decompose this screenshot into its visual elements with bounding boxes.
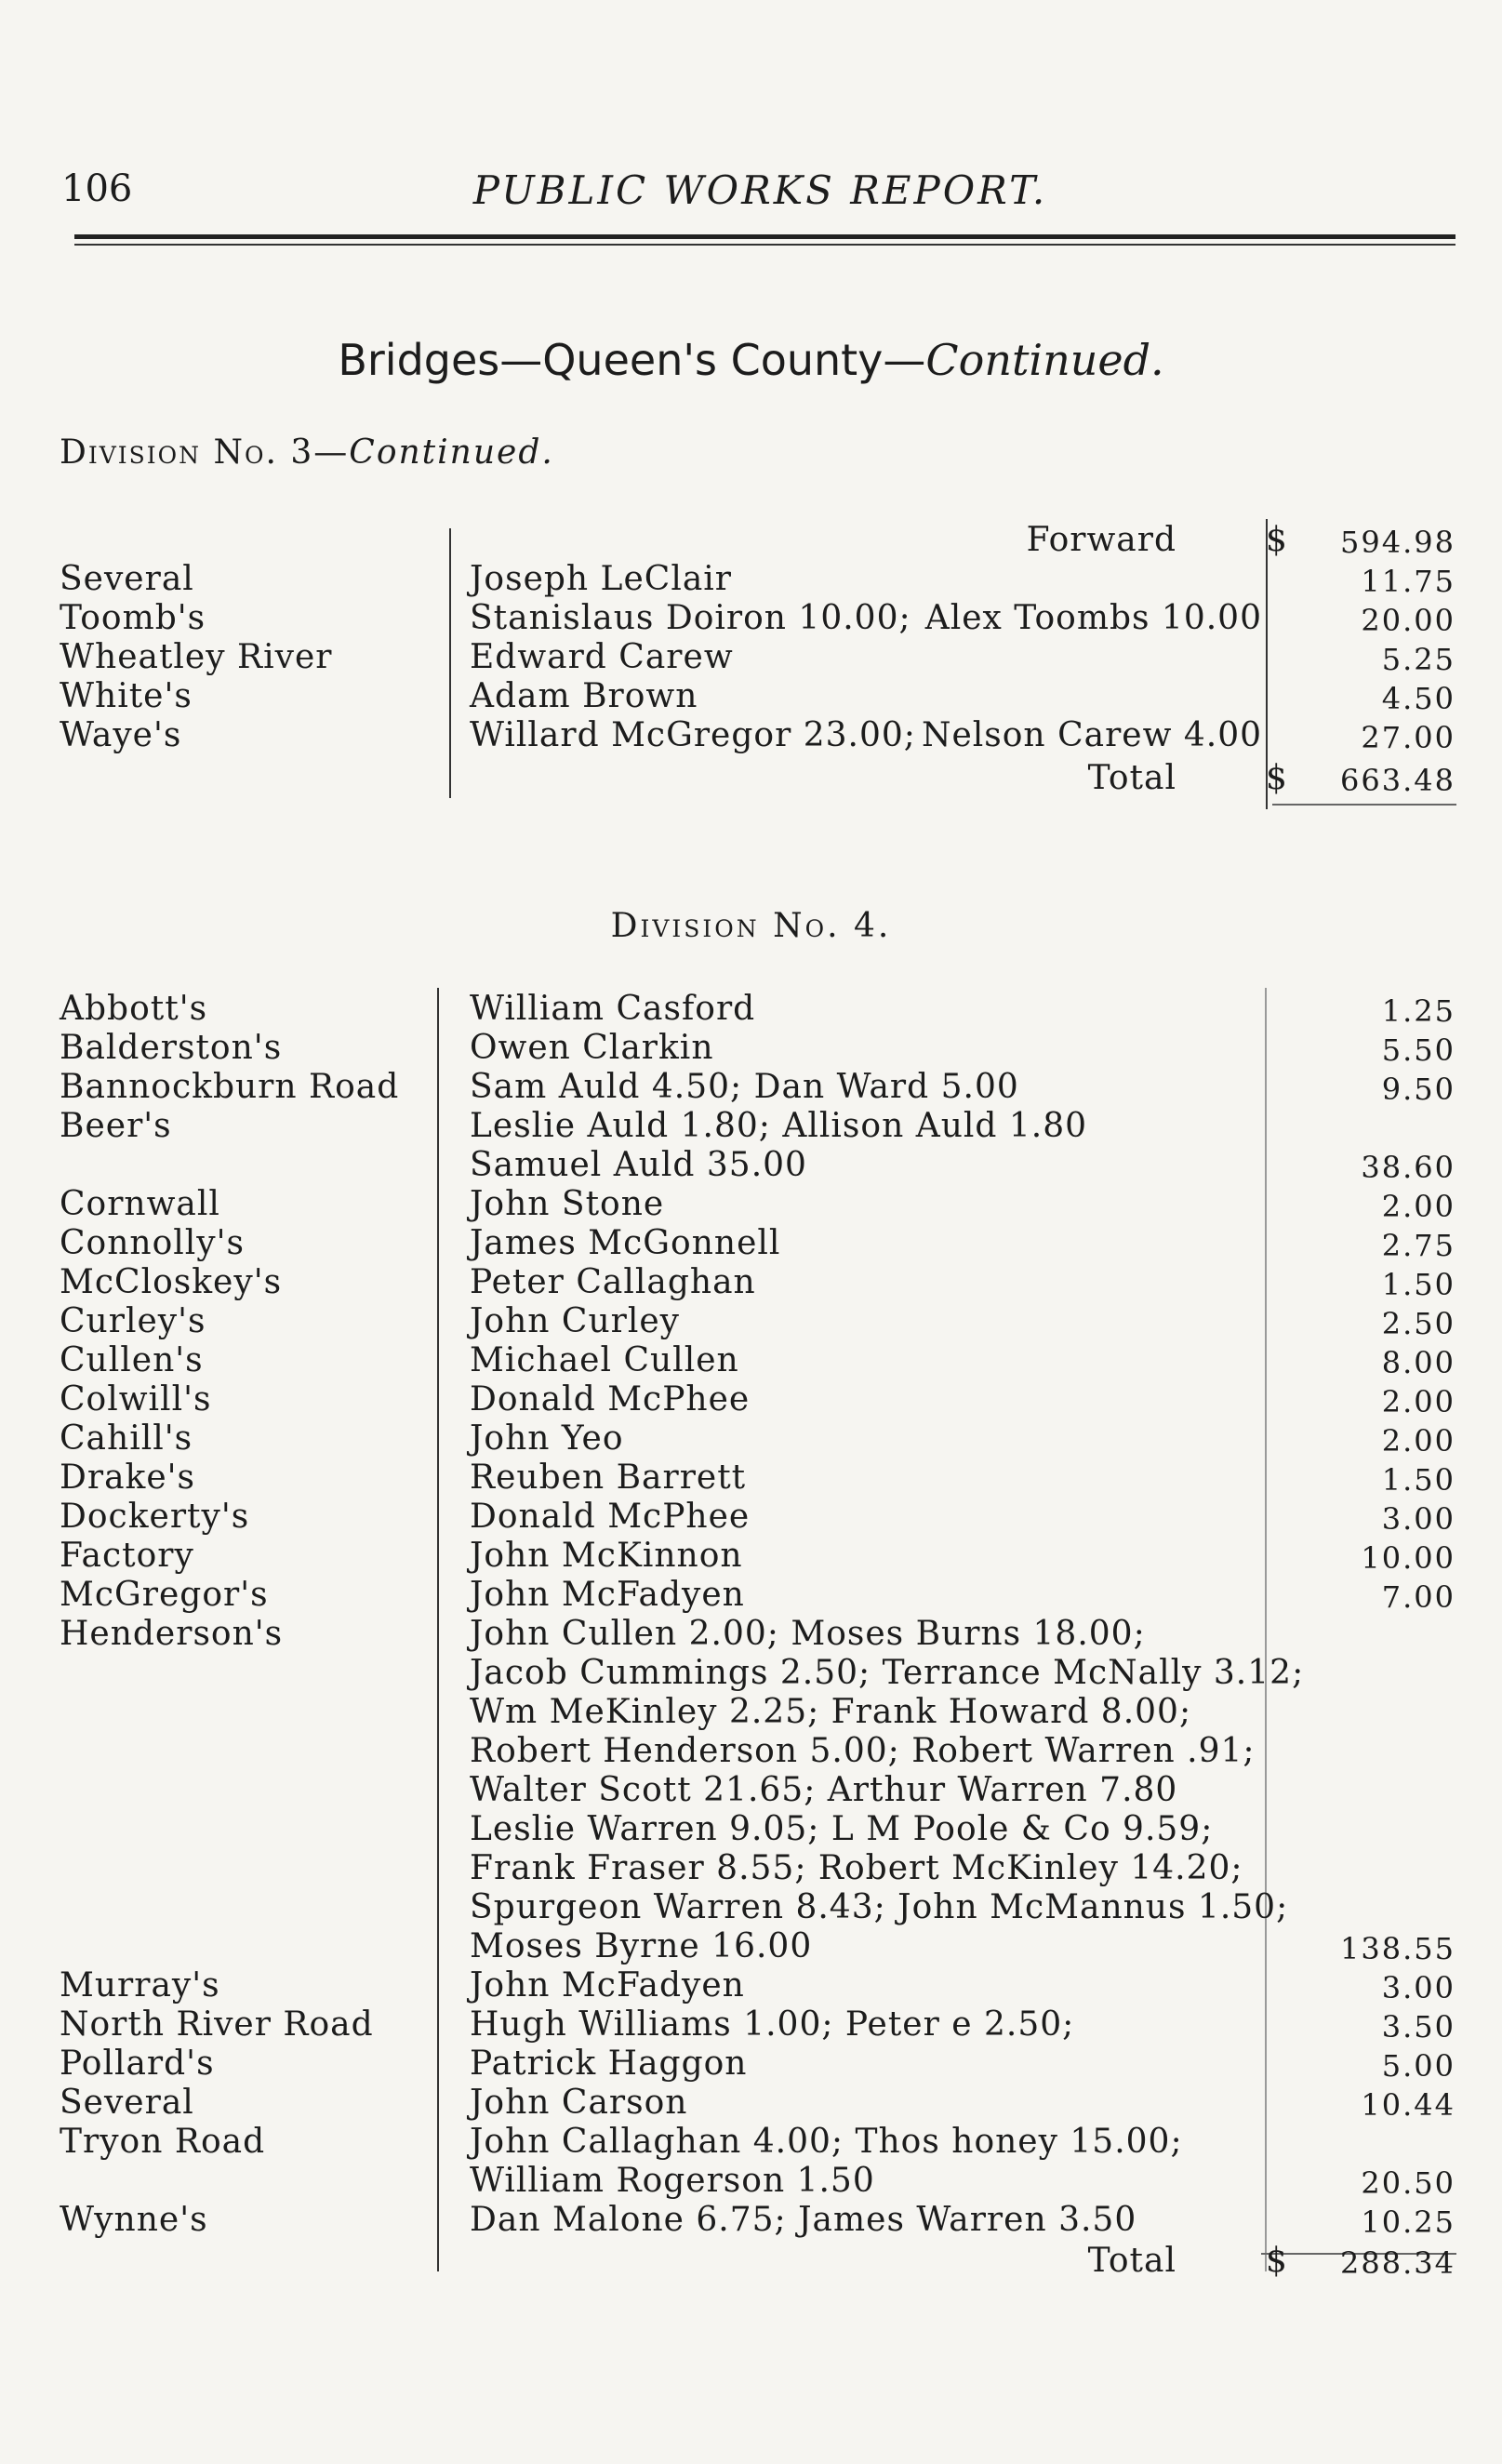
division-4-amount: 3.50: [1381, 2009, 1455, 2044]
division-4-bridge-label: Bannockburn Road: [60, 1068, 400, 1106]
division-4-amount: 3.00: [1381, 1970, 1455, 2005]
division-4-bridge-label: Dockerty's: [60, 1498, 250, 1536]
division-4-bridge-label: Henderson's: [60, 1615, 284, 1653]
division-4-bridge-label: Several: [60, 2084, 194, 2122]
division-3-payees: Willard McGregor 23.00;: [470, 716, 916, 754]
division-4-payees: Samuel Auld 35.00: [470, 1146, 807, 1184]
forward-label: Forward: [1026, 521, 1176, 559]
division-4-payees: John McFadyen: [470, 1576, 745, 1614]
division-3-column-rule: [449, 528, 451, 798]
division-3-total-label: Total: [1087, 759, 1176, 797]
division-4-bridge-label: Drake's: [60, 1458, 196, 1497]
division-3-total-rule: [1272, 804, 1456, 806]
division-4-payees: William Casford: [470, 990, 756, 1028]
division-3-amount: 27.00: [1361, 720, 1455, 755]
division-4-amount: 38.60: [1361, 1150, 1455, 1185]
division-4-payees: James McGonnell: [470, 1224, 781, 1262]
division-4-payees: John Yeo: [470, 1419, 624, 1458]
header-rule-thick: [74, 234, 1455, 239]
division-4-total-amount: 288.34: [1340, 2245, 1455, 2281]
header-rule-thin: [74, 244, 1455, 246]
section-title: [0, 335, 1502, 385]
division-4-amount: 20.50: [1361, 2165, 1455, 2201]
division-4-amount: 2.00: [1381, 1189, 1455, 1224]
division-4-bridge-label: Cullen's: [60, 1341, 204, 1379]
division-4-heading: Division No. 4.: [610, 907, 892, 945]
division-4-amount: 2.75: [1381, 1228, 1455, 1263]
division-4-payees: Sam Auld 4.50; Dan Ward 5.00: [470, 1068, 1019, 1106]
division-4-payees: Dan Malone 6.75; James Warren 3.50: [470, 2201, 1137, 2239]
division-4-bridge-label: Cahill's: [60, 1419, 193, 1458]
division-3-bridge-label: Waye's: [60, 716, 182, 754]
division-4-bridge-label: Pollard's: [60, 2044, 215, 2083]
division-4-payees: John McFadyen: [470, 1966, 745, 2004]
division-3-amount: 11.75: [1361, 564, 1455, 599]
division-4-payees: Robert Henderson 5.00; Robert Warren .91;: [470, 1732, 1256, 1770]
division-4-bridge-label: Murray's: [60, 1966, 220, 2004]
division-4-amount: 2.50: [1381, 1306, 1455, 1341]
division-3-amount: 4.50: [1381, 681, 1455, 716]
division-4-column-rule: [437, 988, 439, 2271]
division-4-payees: Reuben Barrett: [470, 1458, 747, 1497]
division-4-bridge-label: Balderston's: [60, 1029, 283, 1067]
division-4-payees: Patrick Haggon: [470, 2044, 748, 2083]
division-4-amount: 2.00: [1381, 1384, 1455, 1419]
section-title-continued: Continued.: [925, 335, 1164, 385]
division-4-bridge-label: McCloskey's: [60, 1263, 283, 1301]
division-3-bridge-label: Toomb's: [60, 599, 206, 637]
division-4-bridge-label: Cornwall: [60, 1185, 220, 1223]
division-4-amount-rule: [1265, 988, 1267, 2271]
division-4-payees: Leslie Auld 1.80; Allison Auld 1.80: [470, 1107, 1088, 1145]
division-4-bridge-label: North River Road: [60, 2005, 374, 2044]
division-4-total-label: Total: [1087, 2242, 1176, 2280]
division-4-amount: 138.55: [1340, 1931, 1455, 1966]
division-3-total-amount: 663.48: [1340, 763, 1455, 798]
division-4-amount: 10.00: [1361, 1540, 1455, 1576]
division-4-payees: Wm MeKinley 2.25; Frank Howard 8.00;: [470, 1693, 1192, 1731]
division-4-payees: Leslie Warren 9.05; L M Poole & Co 9.59;: [470, 1810, 1214, 1848]
division-4-payees: Moses Byrne 16.00: [470, 1927, 813, 1965]
division-4-amount: 3.00: [1381, 1501, 1455, 1537]
division-3-bridge-label: Wheatley River: [60, 638, 333, 676]
running-title: PUBLIC WORKS REPORT.: [472, 167, 1048, 213]
division-4-payees: John Cullen 2.00; Moses Burns 18.00;: [470, 1615, 1146, 1653]
division-4-payees: Walter Scott 21.65; Arthur Warren 7.80: [470, 1771, 1178, 1809]
division-4-bridge-label: McGregor's: [60, 1576, 269, 1614]
division-4-payees: John Curley: [470, 1302, 681, 1340]
division-3-payees-secondary: Alex Toombs 10.00: [924, 599, 1262, 637]
section-title-main: Bridges—Queen's County—: [338, 335, 926, 385]
division-4-payees: William Rogerson 1.50: [470, 2162, 875, 2200]
division-3-payees-secondary: Nelson Carew 4.00: [921, 716, 1262, 754]
division-3-bridge-label: Several: [60, 560, 194, 598]
division-4-amount: 5.00: [1381, 2048, 1455, 2084]
division-4-payees: Jacob Cummings 2.50; Terrance McNally 3.12;: [470, 1654, 1305, 1692]
division-4-payees: John Carson: [470, 2084, 688, 2122]
division-4-payees: Donald McPhee: [470, 1498, 751, 1536]
division-4-amount: 5.50: [1381, 1032, 1455, 1068]
division-4-amount: 8.00: [1381, 1345, 1455, 1380]
division-4-payees: John Stone: [470, 1185, 665, 1223]
division-3-heading-continued: Continued.: [349, 433, 554, 472]
forward-amount: 594.98: [1340, 525, 1455, 560]
division-4-bridge-label: Tryon Road: [60, 2123, 266, 2161]
division-4-payees: Michael Cullen: [470, 1341, 739, 1379]
division-4-payees: John Callaghan 4.00; Thos honey 15.00;: [470, 2123, 1183, 2161]
division-4-payees: John McKinnon: [470, 1537, 743, 1575]
division-4-bridge-label: Factory: [60, 1537, 194, 1575]
division-3-bridge-label: White's: [60, 677, 193, 715]
division-4-bridge-label: Connolly's: [60, 1224, 245, 1262]
division-3-heading: [60, 433, 554, 472]
division-4-bridge-label: Curley's: [60, 1302, 206, 1340]
division-4-amount: 10.44: [1361, 2087, 1455, 2123]
division-3-payees: Adam Brown: [470, 677, 698, 715]
division-4-payees: Hugh Williams 1.00; Peter e 2.50;: [470, 2005, 1075, 2044]
division-3-amount: 5.25: [1381, 642, 1455, 677]
forward-dollar: $: [1266, 521, 1288, 559]
division-4-bridge-label: Wynne's: [60, 2201, 208, 2239]
division-4-payees: Frank Fraser 8.55; Robert McKinley 14.20;: [470, 1849, 1243, 1887]
division-4-amount: 10.25: [1361, 2204, 1455, 2240]
division-4-total-dollar: $: [1266, 2242, 1288, 2280]
division-3-payees: Joseph LeClair: [470, 560, 733, 598]
division-4-payees: Owen Clarkin: [470, 1029, 714, 1067]
division-4-amount: 1.25: [1381, 993, 1455, 1029]
division-4-bridge-label: Colwill's: [60, 1380, 212, 1418]
division-4-amount: 1.50: [1381, 1462, 1455, 1498]
division-3-heading-main: Division No. 3—: [60, 433, 350, 472]
page-number: 106: [61, 167, 133, 210]
division-4-payees: Spurgeon Warren 8.43; John McMannus 1.50;: [470, 1888, 1289, 1926]
division-3-amount: 20.00: [1361, 603, 1455, 638]
division-4-bridge-label: Abbott's: [60, 990, 208, 1028]
division-4-amount: 7.00: [1381, 1579, 1455, 1615]
division-4-payees: Donald McPhee: [470, 1380, 751, 1418]
division-4-amount: 1.50: [1381, 1267, 1455, 1302]
division-4-amount: 9.50: [1381, 1072, 1455, 1107]
division-3-payees: Edward Carew: [470, 638, 734, 676]
division-4-bridge-label: Beer's: [60, 1107, 172, 1145]
division-3-payees: Stanislaus Doiron 10.00;: [470, 599, 911, 637]
division-3-total-dollar: $: [1266, 759, 1288, 797]
division-4-payees: Peter Callaghan: [470, 1263, 756, 1301]
division-4-amount: 2.00: [1381, 1423, 1455, 1458]
